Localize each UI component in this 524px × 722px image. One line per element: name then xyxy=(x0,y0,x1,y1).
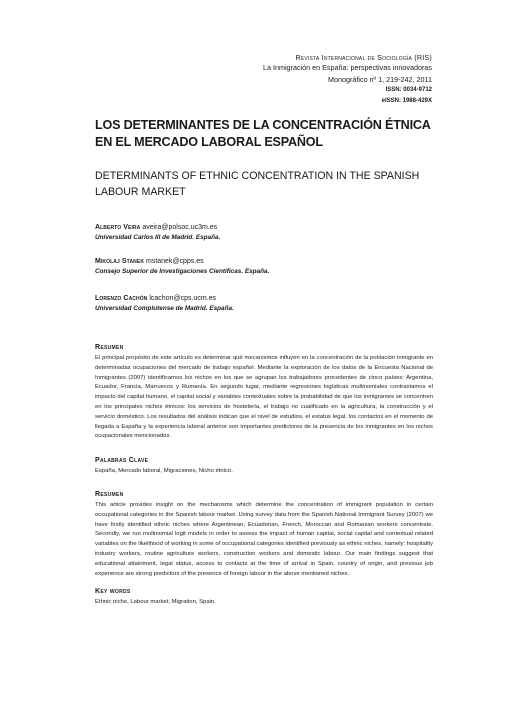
abstract-text: This article provides insight on the mechanisms which determine the concentration of immigrant population in certain occupational categories in the Spanish labour market. Using survey data from the Spanish National Immigrant Survey (2007) we have firstly identified ethnic niches where Argentinean, Ecuadorian, French, Moroccan and Romanian workers concentrate. Secondly, we run multinomial logit models in order to assess the impact of human capital, social capital and contextual related variables on the likelihood of working in some of occupational categories identified previously as ethnic niches, namely: hospitality industry workers, routine agriculture workers, construction workers and domestic labour. Our main findings suggest that educational attainment, legal status, access to contacts at the time of arrival in Spain, country of origin, and previous job experience are strong predictors of the presence of foreign labour in the above mentioned niches. xyxy=(95,502,433,577)
author-block xyxy=(95,223,220,243)
author-email[interactable]: mstanek@cpps.es xyxy=(145,258,204,265)
issn: ISSN: 0034-9712 xyxy=(385,87,432,93)
author-block xyxy=(95,294,234,314)
keywords-heading: Key words xyxy=(95,588,131,595)
issue-pages: Monográfico nº 1, 219-242, 2011 xyxy=(328,75,432,84)
eissn: eISSN: 1988-429X xyxy=(381,98,432,104)
issue-title: La Inmigración en España: perspectivas innovadoras xyxy=(262,63,432,72)
author-affiliation: Consejo Superior de Investigaciones Científicas. España. xyxy=(95,268,270,275)
journal-name: Revista Internacional de Sociología (RIS) xyxy=(295,53,432,62)
palabras-clave-heading: Palabras Clave xyxy=(95,457,149,464)
author-affiliation: Universidad Complutense de Madrid. España. xyxy=(95,305,234,312)
keywords-text: Ethnic niche, Labour market, Migration, Spain. xyxy=(95,599,216,605)
abstract-heading: Resumen xyxy=(95,491,124,498)
author-name: Alberto Veira xyxy=(95,224,141,231)
author-name: Mikolaj Stanek xyxy=(95,258,145,265)
resumen-heading: Resumen xyxy=(95,344,124,351)
author-email[interactable]: aveira@polsoc.uc3m.es xyxy=(142,224,218,231)
article-subtitle: DETERMINANTS OF ETHNIC CONCENTRATION IN THE SPANISH LABOUR MARKET xyxy=(95,170,420,198)
author-name: Lorenzo Cachón xyxy=(95,295,148,302)
author-affiliation: Universidad Carlos III de Madrid. España. xyxy=(95,234,221,241)
article-title: LOS DETERMINANTES DE LA CONCENTRACIÓN ÉTNICA EN EL MERCADO LABORAL ESPAÑOL xyxy=(95,118,431,149)
author-block xyxy=(95,257,269,277)
author-email[interactable]: lcachon@cps.ucm.es xyxy=(149,295,216,302)
resumen-text: El principal propósito de este artículo es determinar qué mecanismos influyen en la concentración de la población inmigrante en determinadas ocupaciones del mercado de trabajo español. Mediante la exploración de los datos de la Encuesta Nacional de Inmigrantes (2007) identificamos los nichos en los que se agrupan los trabajadores procedentes de cinco países: Argentina, Ecuador, Francia, Marruecos y Rumanía. En segundo lugar, mediante regresiones logísticas multinomiales contrastamos el impacto del capital humano, el capital social y variables contextuales sobre la probabilidad de que los inmigrantes se concentren en los principales nichos étnicos: los servicios de hostelería, el trabajo no cualificado en la agricultura, la construcción y el servicio doméstico. Los resultados del análisis indican que el nivel de estudios, el estatus legal, los contactos en el momento de llegada a España y la experiencia laboral anterior son importantes predictores de la presencia de los inmigrantes en los nichos ocupacionales mencionados. xyxy=(95,355,433,440)
palabras-clave-text: España, Mercado laboral, Migraciones, Nicho étnico. xyxy=(95,468,233,474)
